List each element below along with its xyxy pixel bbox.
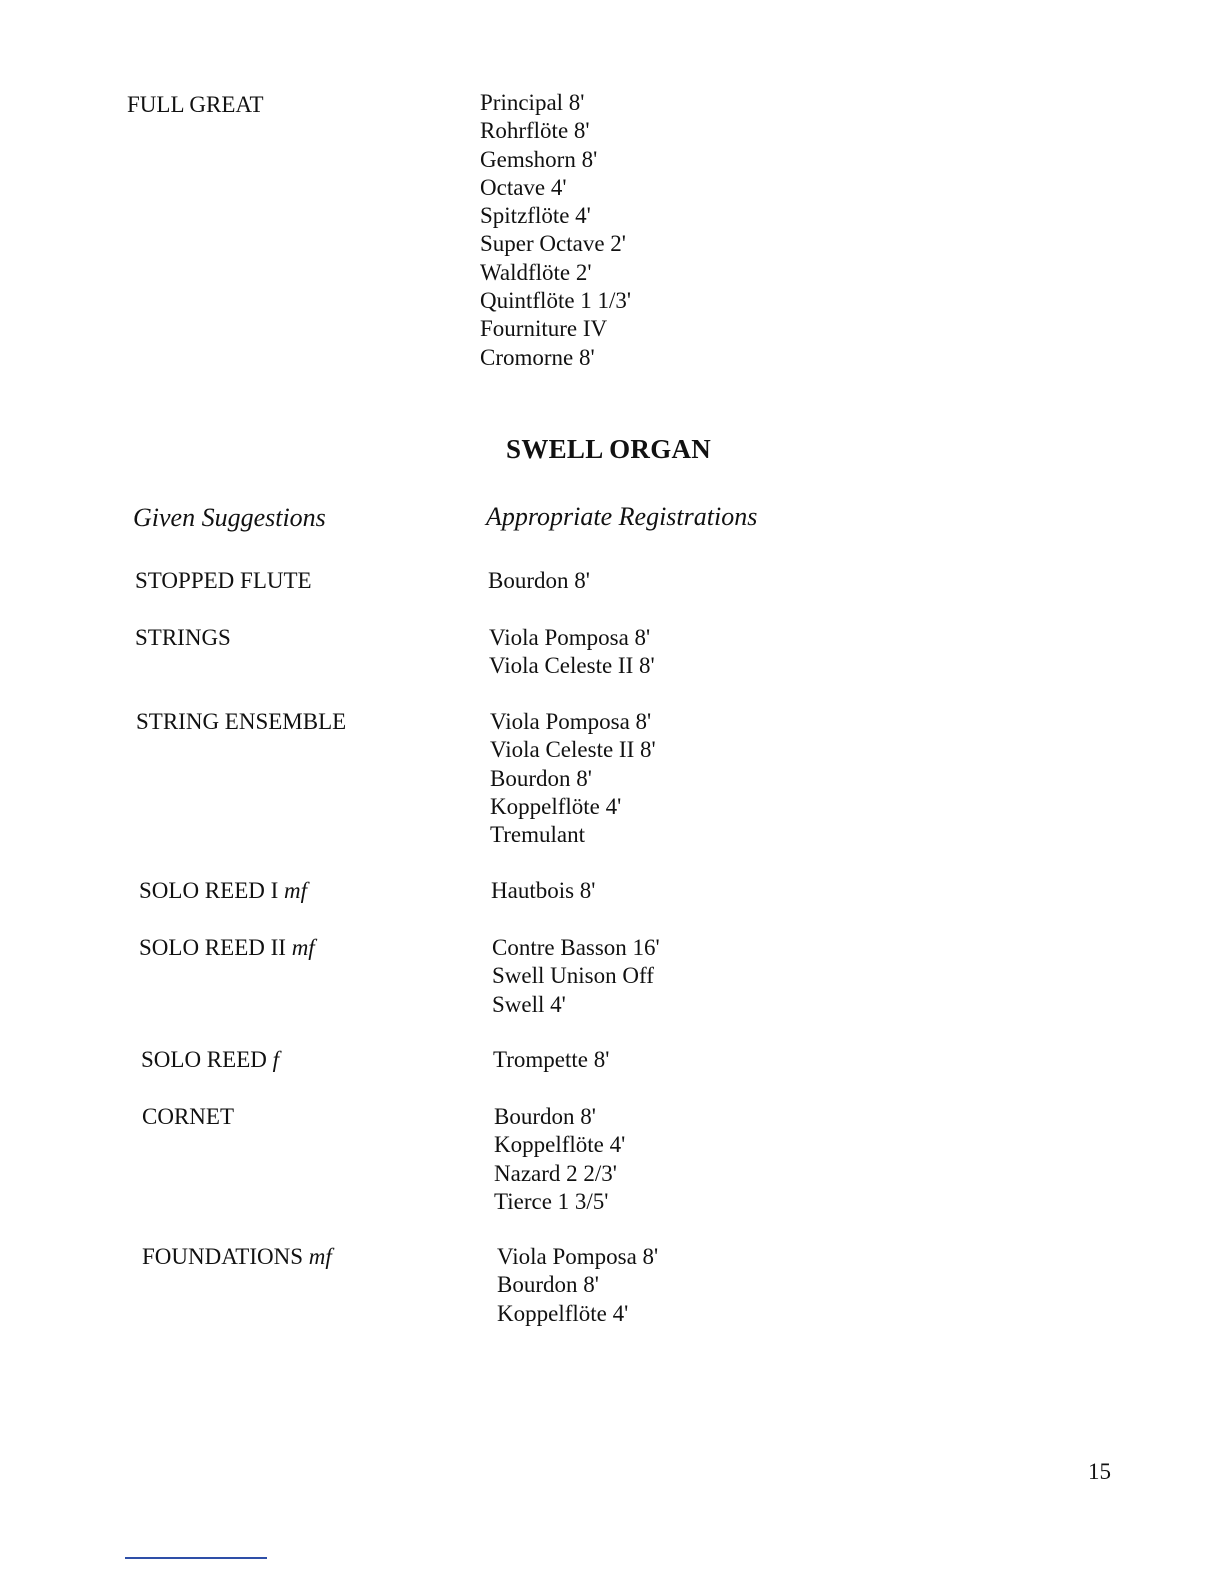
dynamic-marking: mf <box>308 1244 332 1269</box>
stop-item: Viola Celeste II 8' <box>490 737 656 763</box>
stop-item: Swell 4' <box>492 991 566 1017</box>
stop-item: Spitzflöte 4' <box>480 203 591 229</box>
stop-item: Trompette 8' <box>493 1047 610 1072</box>
stop-item: Quintflöte 1 1/3' <box>480 288 632 314</box>
registration-list <box>497 1243 658 1328</box>
suggestion-label: SOLO REED f <box>141 1047 280 1072</box>
suggestion-label: CORNET <box>142 1104 234 1129</box>
stop-item: Nazard 2 2/3' <box>494 1160 617 1186</box>
stop-item: Koppelflöte 4' <box>490 793 622 819</box>
registration-list <box>491 877 595 905</box>
stop-item: Viola Celeste II 8' <box>489 653 655 679</box>
stop-item: Koppelflöte 4' <box>497 1300 629 1326</box>
stop-item: Koppelflöte 4' <box>494 1132 626 1158</box>
registration-list <box>494 1103 625 1216</box>
registration-list <box>490 708 656 849</box>
suggestion-label: FOUNDATIONS mf <box>142 1244 332 1269</box>
stop-item: Gemshorn 8' <box>480 146 598 172</box>
registration-list <box>493 1046 609 1074</box>
suggestion-label: STRINGS <box>135 625 231 650</box>
page-number: 15 <box>1088 1459 1111 1484</box>
suggestion-label: SOLO REED II mf <box>139 935 315 960</box>
suggestion-label: STRING ENSEMBLE <box>136 709 347 734</box>
full-great-label: FULL GREAT <box>127 92 264 117</box>
stop-item: Tremulant <box>490 822 585 848</box>
stop-item: Super Octave 2' <box>480 231 626 257</box>
footer-rule <box>125 1557 267 1559</box>
stop-item: Viola Pomposa 8' <box>497 1244 659 1269</box>
stop-item: Hautbois 8' <box>491 878 596 903</box>
dynamic-marking: mf <box>284 878 308 903</box>
full-great-stop-list <box>480 89 631 372</box>
dynamic-marking: mf <box>291 935 315 960</box>
suggestion-label: SOLO REED I mf <box>139 878 308 903</box>
stop-item: Viola Pomposa 8' <box>490 709 652 734</box>
stop-item: Cromorne 8' <box>480 344 595 370</box>
dynamic-marking: f <box>272 1047 280 1072</box>
registration-list <box>489 624 655 681</box>
registration-list <box>488 567 590 595</box>
stop-item: Bourdon 8' <box>488 568 590 593</box>
stop-item: Fourniture IV <box>480 316 608 342</box>
column-heading-registrations: Appropriate Registrations <box>486 502 758 531</box>
stop-item: Swell Unison Off <box>492 963 654 989</box>
column-heading-suggestions: Given Suggestions <box>133 503 326 532</box>
stop-item: Bourdon 8' <box>494 1104 596 1129</box>
registration-list <box>492 934 660 1019</box>
stop-item: Principal 8' <box>480 90 585 115</box>
stop-item: Contre Basson 16' <box>492 935 660 960</box>
stop-item: Tierce 1 3/5' <box>494 1188 609 1214</box>
section-heading: SWELL ORGAN <box>506 434 712 464</box>
stop-item: Rohrflöte 8' <box>480 118 590 144</box>
stop-item: Bourdon 8' <box>497 1272 599 1298</box>
stop-item: Viola Pomposa 8' <box>489 625 651 650</box>
suggestion-label: STOPPED FLUTE <box>135 568 312 593</box>
stop-item: Octave 4' <box>480 174 567 200</box>
stop-item: Bourdon 8' <box>490 765 592 791</box>
stop-item: Waldflöte 2' <box>480 259 592 285</box>
